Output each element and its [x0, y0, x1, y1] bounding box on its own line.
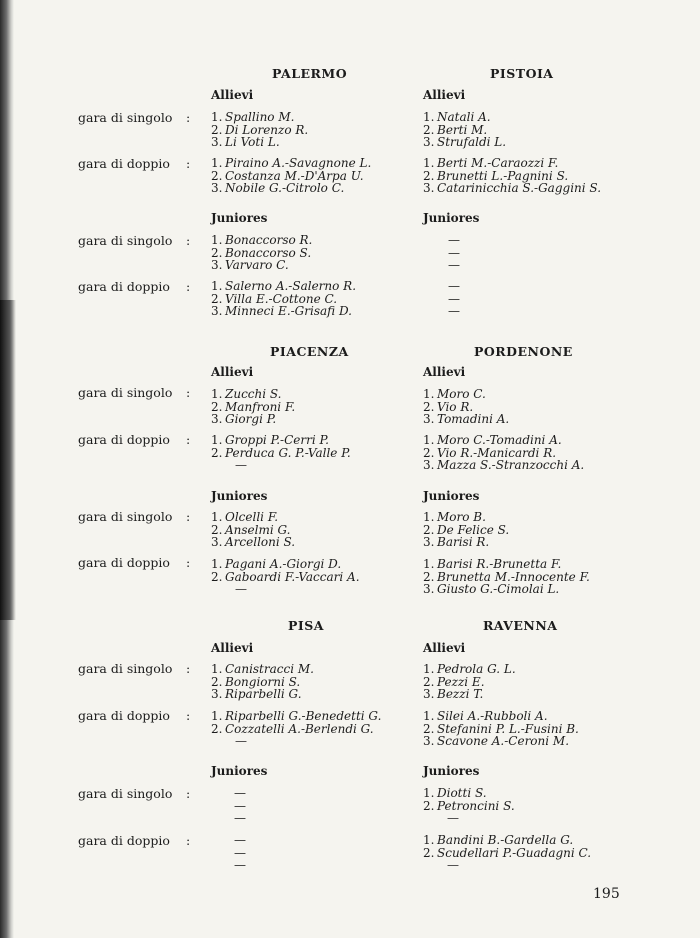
rank: 1.: [423, 433, 435, 447]
dash: —: [448, 233, 460, 247]
rank: 2.: [211, 399, 223, 414]
athlete-name: Pedrola G. L.: [437, 662, 516, 676]
athlete-name: Barisi R.: [437, 535, 490, 550]
athlete-name: Varvaro C.: [225, 258, 289, 273]
athlete-name: Minneci E.-Grisafi D.: [225, 304, 352, 319]
rank: 1.: [211, 156, 223, 170]
book-binding-shadow: [0, 0, 14, 938]
event-label-text: gara di singolo: [78, 385, 173, 400]
results-list: [211, 234, 312, 272]
rank: 2.: [211, 245, 223, 260]
no-results-dashes: [448, 234, 460, 272]
event-label-colon: :: [186, 432, 191, 447]
event-label-doppio: [78, 555, 191, 570]
rank: 1.: [423, 110, 435, 124]
athlete-name: Bonaccorso R.: [225, 233, 313, 247]
category-juniores-left: Juniores: [211, 764, 268, 778]
event-label-doppio: [78, 156, 191, 171]
rank: 2.: [211, 569, 223, 584]
dash: —: [234, 858, 246, 873]
athlete-name: Pagani A.-Giorgi D.: [225, 557, 342, 571]
event-label-doppio: [78, 432, 191, 447]
results-list: [423, 111, 506, 149]
athlete-name: Cozzatelli A.-Berlendi G.: [225, 721, 374, 736]
event-label-text: gara di doppio: [78, 708, 170, 723]
city-heading-left: PALERMO: [272, 66, 348, 81]
rank: 3.: [211, 687, 223, 702]
event-label-singolo: [78, 110, 191, 125]
athlete-name: Moro B.: [437, 510, 486, 524]
rank: 1.: [423, 786, 435, 800]
city-heading-left: PIACENZA: [270, 344, 349, 359]
athlete-name: Catarinicchia S.-Gaggini S.: [437, 181, 602, 196]
event-label-colon: :: [186, 385, 191, 400]
results-list: [423, 157, 601, 195]
event-label-singolo: [78, 786, 191, 801]
results-list: [211, 511, 295, 549]
rank: 1.: [211, 510, 223, 524]
athlete-name: Nobile G.-Citrolo C.: [225, 181, 345, 196]
category-allievi-left: Allievi: [211, 365, 254, 379]
dash: —: [448, 291, 460, 306]
athlete-name: Berti M.-Caraozzi F.: [437, 156, 559, 170]
athlete-name: Moro C.: [437, 387, 486, 401]
rank: 2.: [423, 798, 435, 813]
event-label-colon: :: [186, 509, 191, 524]
athlete-name: Vio R.: [437, 399, 474, 414]
rank: 1.: [423, 833, 435, 847]
results-list: [211, 710, 381, 748]
athlete-name: Moro C.-Tomadini A.: [437, 433, 562, 447]
athlete-name: Riparbelli G.-Benedetti G.: [225, 709, 382, 723]
athlete-name: Arcelloni S.: [225, 535, 296, 550]
rank: 1.: [423, 557, 435, 571]
rank: 3.: [423, 412, 435, 427]
event-label-text: gara di doppio: [78, 555, 170, 570]
rank: 1.: [211, 557, 223, 571]
rank: 3.: [423, 458, 435, 473]
results-list: [423, 434, 584, 472]
event-label-doppio: [78, 279, 191, 294]
event-label-colon: :: [186, 110, 191, 125]
dash: —: [234, 833, 246, 847]
athlete-name: Barisi R.-Brunetta F.: [437, 557, 562, 571]
athlete-name: Riparbelli G.: [225, 687, 302, 702]
results-list: [423, 388, 509, 426]
rank: 3.: [423, 582, 435, 597]
event-label-text: gara di singolo: [78, 509, 173, 524]
rank: 2.: [211, 168, 223, 183]
rank: 1.: [211, 279, 223, 293]
event-label-singolo: [78, 385, 191, 400]
rank: 1.: [211, 387, 223, 401]
rank: 1.: [211, 709, 223, 723]
athlete-name: Natali A.: [437, 110, 491, 124]
dash: —: [448, 258, 460, 273]
rank: 2.: [423, 721, 435, 736]
category-juniores-right: Juniores: [423, 211, 480, 225]
results-list: [211, 157, 371, 195]
athlete-name: Stefanini P. L.-Fusini B.: [437, 721, 579, 736]
rank: 1.: [211, 662, 223, 676]
results-list: [423, 663, 516, 701]
no-results-dashes: [448, 280, 460, 318]
rank: 2.: [423, 399, 435, 414]
rank: 1.: [423, 156, 435, 170]
results-list: [423, 710, 579, 748]
athlete-name: Berti M.: [437, 122, 488, 137]
rank: 1.: [423, 510, 435, 524]
athlete-name: Scudellari P.-Guadagni C.: [437, 845, 592, 860]
rank: 1.: [423, 709, 435, 723]
athlete-name: Pezzi E.: [437, 674, 485, 689]
athlete-name: Piraino A.-Savagnone L.: [225, 156, 372, 170]
athlete-name: Spallino M.: [225, 110, 295, 124]
event-label-doppio: [78, 708, 191, 723]
city-heading-right: PORDENONE: [474, 344, 573, 359]
rank: 2.: [211, 721, 223, 736]
event-label-text: gara di singolo: [78, 661, 173, 676]
athlete-name: Zucchi S.: [225, 387, 282, 401]
event-label-text: gara di singolo: [78, 786, 173, 801]
rank: 2.: [423, 445, 435, 460]
athlete-name: Anselmi G.: [225, 522, 291, 537]
event-label-colon: :: [186, 156, 191, 171]
dash: —: [448, 304, 460, 319]
results-list: [423, 511, 509, 549]
no-results-dashes: [234, 834, 246, 872]
athlete-name: Manfroni F.: [225, 399, 296, 414]
event-label-text: gara di doppio: [78, 432, 170, 447]
rank: 3.: [211, 181, 223, 196]
event-label-singolo: [78, 233, 191, 248]
athlete-name: Tomadini A.: [437, 412, 510, 427]
athlete-name: Brunetti L.-Pagnini S.: [437, 168, 569, 183]
athlete-name: Diotti S.: [437, 786, 487, 800]
rank: 3.: [211, 535, 223, 550]
athlete-name: Mazza S.-Stranzocchi A.: [437, 458, 585, 473]
athlete-name: Li Voti L.: [225, 135, 280, 150]
athlete-name: Gaboardi F.-Vaccari A.: [225, 569, 360, 584]
rank: 3.: [211, 135, 223, 150]
results-list: [423, 558, 590, 596]
rank: 2.: [423, 168, 435, 183]
city-heading-left: PISA: [288, 618, 324, 633]
athlete-name: Giorgi P.: [225, 412, 277, 427]
category-juniores-right: Juniores: [423, 764, 480, 778]
event-label-colon: :: [186, 833, 191, 848]
athlete-name: Scavone A.-Ceroni M.: [437, 734, 570, 749]
rank: 3.: [423, 181, 435, 196]
results-list: [211, 280, 356, 318]
athlete-name: Bonaccorso S.: [225, 245, 312, 260]
results-list: [423, 787, 515, 825]
athlete-name: Perduca G. P.-Valle P.: [225, 445, 351, 460]
event-label-colon: :: [186, 279, 191, 294]
category-allievi-right: Allievi: [423, 365, 466, 379]
dash: —: [447, 858, 459, 873]
athlete-name: Brunetta M.-Innocente F.: [437, 569, 590, 584]
event-label-text: gara di doppio: [78, 156, 170, 171]
results-list: [211, 388, 295, 426]
results-list: [211, 111, 308, 149]
athlete-name: Di Lorenzo R.: [225, 122, 309, 137]
athlete-name: Bandini B.-Gardella G.: [437, 833, 574, 847]
athlete-name: Petroncini S.: [437, 798, 515, 813]
dash: —: [234, 845, 246, 860]
results-list: [423, 834, 591, 872]
rank: 3.: [211, 304, 223, 319]
no-results-dashes: [234, 787, 246, 825]
event-label-text: gara di doppio: [78, 279, 170, 294]
event-label-colon: :: [186, 555, 191, 570]
event-label-doppio: [78, 833, 191, 848]
rank: 2.: [423, 122, 435, 137]
event-label-text: gara di singolo: [78, 110, 173, 125]
category-allievi-left: Allievi: [211, 641, 254, 655]
athlete-name: Salerno A.-Salerno R.: [225, 279, 357, 293]
dash: —: [234, 798, 246, 813]
rank: 2.: [423, 674, 435, 689]
event-label-singolo: [78, 661, 191, 676]
city-heading-right: PISTOIA: [490, 66, 554, 81]
athlete-name: De Felice S.: [437, 522, 510, 537]
rank: 2.: [211, 674, 223, 689]
athlete-name: Bezzi T.: [437, 687, 484, 702]
athlete-name: Strufaldi L.: [437, 135, 507, 150]
category-allievi-left: Allievi: [211, 88, 254, 102]
rank: 3.: [211, 258, 223, 273]
category-allievi-right: Allievi: [423, 641, 466, 655]
rank: 2.: [423, 522, 435, 537]
event-label-singolo: [78, 509, 191, 524]
category-allievi-right: Allievi: [423, 88, 466, 102]
rank: 3.: [423, 135, 435, 150]
page-number: 195: [593, 886, 620, 902]
category-juniores-right: Juniores: [423, 489, 480, 503]
dash: —: [234, 786, 246, 800]
rank: 3.: [211, 412, 223, 427]
category-juniores-left: Juniores: [211, 489, 268, 503]
dash: —: [234, 811, 246, 826]
rank: 3.: [423, 535, 435, 550]
rank: 2.: [211, 291, 223, 306]
event-label-colon: :: [186, 708, 191, 723]
rank: 3.: [423, 687, 435, 702]
athlete-name: Villa E.-Cottone C.: [225, 291, 338, 306]
rank: 3.: [423, 734, 435, 749]
dash: —: [235, 734, 247, 749]
athlete-name: Giusto G.-Cimolai L.: [437, 582, 560, 597]
athlete-name: Costanza M.-D'Arpa U.: [225, 168, 364, 183]
athlete-name: Canistracci M.: [225, 662, 314, 676]
event-label-text: gara di doppio: [78, 833, 170, 848]
dash: —: [448, 279, 460, 293]
dash: —: [235, 582, 247, 597]
event-label-colon: :: [186, 661, 191, 676]
rank: 2.: [423, 845, 435, 860]
event-label-text: gara di singolo: [78, 233, 173, 248]
dash: —: [448, 245, 460, 260]
athlete-name: Bongiorni S.: [225, 674, 301, 689]
dash: —: [447, 811, 459, 826]
rank: 2.: [211, 522, 223, 537]
rank: 1.: [423, 387, 435, 401]
rank: 2.: [423, 569, 435, 584]
city-heading-right: RAVENNA: [483, 618, 558, 633]
results-list: [211, 434, 351, 472]
rank: 1.: [211, 110, 223, 124]
athlete-name: Silei A.-Rubboli A.: [437, 709, 548, 723]
athlete-name: Olcelli F.: [225, 510, 279, 524]
category-juniores-left: Juniores: [211, 211, 268, 225]
rank: 2.: [211, 122, 223, 137]
rank: 1.: [211, 433, 223, 447]
event-label-colon: :: [186, 786, 191, 801]
event-label-colon: :: [186, 233, 191, 248]
athlete-name: Vio R.-Manicardi R.: [437, 445, 557, 460]
athlete-name: Groppi P.-Cerri P.: [225, 433, 329, 447]
results-list: [211, 558, 360, 596]
rank: 1.: [423, 662, 435, 676]
rank: 1.: [211, 233, 223, 247]
results-list: [211, 663, 314, 701]
rank: 2.: [211, 445, 223, 460]
dash: —: [235, 458, 247, 473]
